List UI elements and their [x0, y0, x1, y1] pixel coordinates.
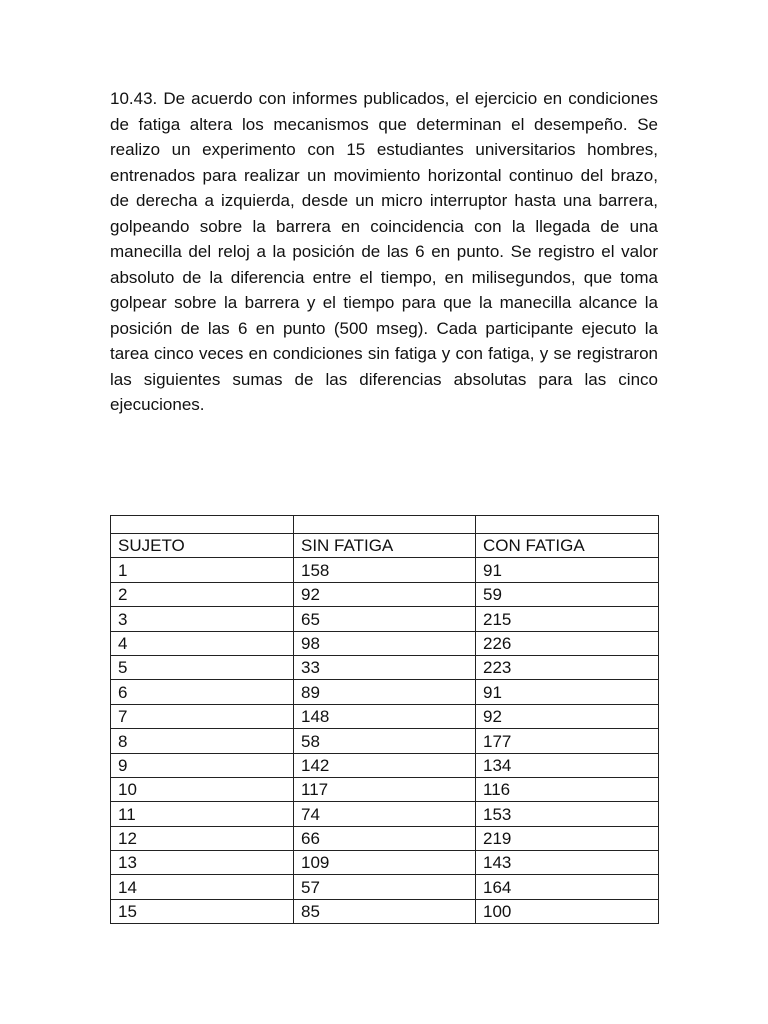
- table-header-row: [111, 534, 659, 558]
- cell-con-fatiga: 223: [476, 655, 659, 679]
- table-row: [111, 899, 659, 923]
- table-row: [111, 680, 659, 704]
- blank-cell: [476, 516, 659, 534]
- cell-sin-fatiga: 158: [294, 558, 476, 582]
- table-row: [111, 851, 659, 875]
- table-row: [111, 631, 659, 655]
- table-row: [111, 655, 659, 679]
- table-row: [111, 802, 659, 826]
- cell-sin-fatiga: 74: [294, 802, 476, 826]
- cell-con-fatiga: 226: [476, 631, 659, 655]
- cell-sin-fatiga: 142: [294, 753, 476, 777]
- cell-sin-fatiga: 66: [294, 826, 476, 850]
- cell-sujeto: 14: [111, 875, 294, 899]
- header-sujeto: SUJETO: [111, 534, 294, 558]
- cell-sin-fatiga: 117: [294, 777, 476, 801]
- table-row: [111, 875, 659, 899]
- blank-cell: [294, 516, 476, 534]
- cell-con-fatiga: 100: [476, 899, 659, 923]
- cell-sujeto: 11: [111, 802, 294, 826]
- cell-sin-fatiga: 85: [294, 899, 476, 923]
- cell-con-fatiga: 153: [476, 802, 659, 826]
- cell-sujeto: 13: [111, 851, 294, 875]
- header-con-fatiga: CON FATIGA: [476, 534, 659, 558]
- cell-sin-fatiga: 65: [294, 607, 476, 631]
- cell-sujeto: 15: [111, 899, 294, 923]
- cell-sujeto: 6: [111, 680, 294, 704]
- cell-con-fatiga: 143: [476, 851, 659, 875]
- cell-con-fatiga: 219: [476, 826, 659, 850]
- blank-row: [111, 516, 659, 534]
- cell-sujeto: 1: [111, 558, 294, 582]
- problem-statement: 10.43. De acuerdo con informes publicados, el ejercicio en condiciones de fatiga altera los mecanismos que determinan el desempeño. Se realizo un experimento con 15 estudiantes universitarios hombres, entrenados para realizar un movimiento horizontal continuo del brazo, de derecha a izquierda, desde un micro interruptor hasta una barrera, golpeando sobre la barrera en coincidencia con la llegada de una manecilla del reloj a la posición de las 6 en punto. Se registro el valor absoluto de la diferencia entre el tiempo, en milisegundos, que toma golpear sobre la barrera y el tiempo para que la manecilla alcance la posición de las 6 en punto (500 mseg). Cada participante ejecuto la tarea cinco veces en condiciones sin fatiga y con fatiga, y se registraron las siguientes sumas de las diferencias absolutas para las cinco ejecuciones.: [110, 89, 658, 414]
- cell-sin-fatiga: 89: [294, 680, 476, 704]
- table-row: [111, 729, 659, 753]
- data-table: [110, 515, 659, 924]
- cell-con-fatiga: 116: [476, 777, 659, 801]
- cell-sin-fatiga: 57: [294, 875, 476, 899]
- table-row: [111, 826, 659, 850]
- cell-con-fatiga: 91: [476, 558, 659, 582]
- cell-con-fatiga: 134: [476, 753, 659, 777]
- cell-sin-fatiga: 148: [294, 704, 476, 728]
- cell-sujeto: 9: [111, 753, 294, 777]
- table-row: [111, 558, 659, 582]
- cell-sujeto: 3: [111, 607, 294, 631]
- cell-sin-fatiga: 33: [294, 655, 476, 679]
- header-sin-fatiga: SIN FATIGA: [294, 534, 476, 558]
- table-row: [111, 777, 659, 801]
- table-row: [111, 704, 659, 728]
- table-row: [111, 582, 659, 606]
- table-row: [111, 753, 659, 777]
- cell-sin-fatiga: 109: [294, 851, 476, 875]
- cell-con-fatiga: 215: [476, 607, 659, 631]
- cell-con-fatiga: 59: [476, 582, 659, 606]
- cell-sujeto: 8: [111, 729, 294, 753]
- cell-sin-fatiga: 98: [294, 631, 476, 655]
- table-row: [111, 607, 659, 631]
- cell-sujeto: 4: [111, 631, 294, 655]
- cell-sujeto: 12: [111, 826, 294, 850]
- cell-sin-fatiga: 92: [294, 582, 476, 606]
- cell-sin-fatiga: 58: [294, 729, 476, 753]
- cell-con-fatiga: 164: [476, 875, 659, 899]
- cell-sujeto: 7: [111, 704, 294, 728]
- cell-con-fatiga: 92: [476, 704, 659, 728]
- cell-sujeto: 2: [111, 582, 294, 606]
- cell-sujeto: 5: [111, 655, 294, 679]
- cell-sujeto: 10: [111, 777, 294, 801]
- cell-con-fatiga: 177: [476, 729, 659, 753]
- blank-cell: [111, 516, 294, 534]
- cell-con-fatiga: 91: [476, 680, 659, 704]
